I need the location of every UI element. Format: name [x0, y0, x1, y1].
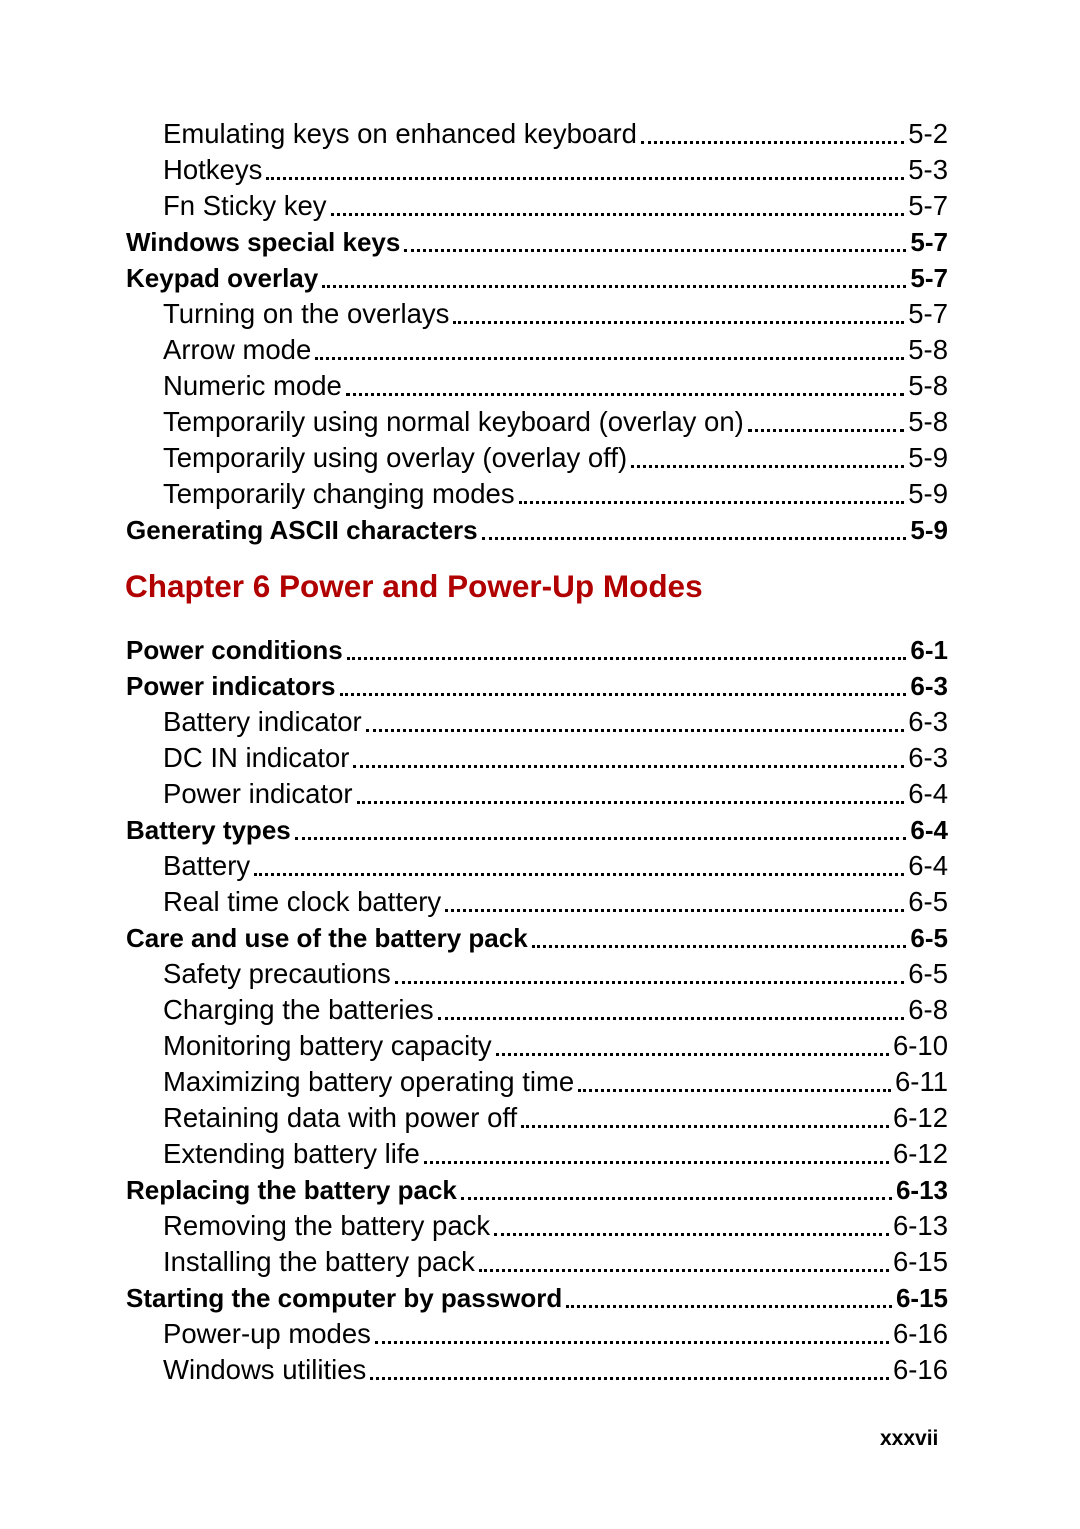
- toc-entry: [163, 704, 948, 740]
- dot-leader: [496, 1025, 889, 1056]
- toc-entry-page: 6-3: [908, 742, 948, 773]
- dot-leader: [578, 1061, 891, 1092]
- toc-entry-page: 5-7: [908, 298, 948, 329]
- toc-entry-page: 5-9: [910, 515, 948, 545]
- dot-leader: [424, 1133, 889, 1164]
- dot-leader: [375, 1313, 889, 1344]
- dot-leader: [631, 437, 904, 468]
- dot-leader: [445, 881, 904, 912]
- dot-leader: [315, 329, 904, 360]
- dot-leader: [453, 293, 904, 324]
- toc-entry-page: 5-9: [908, 442, 948, 473]
- dot-leader: [347, 629, 907, 660]
- toc-entry: [163, 1208, 948, 1244]
- toc-entry: [126, 1280, 948, 1316]
- dot-leader: [353, 737, 904, 768]
- dot-leader: [266, 149, 904, 180]
- toc-entry-page: 6-5: [908, 886, 948, 917]
- dot-leader: [521, 1097, 889, 1128]
- dot-leader: [357, 773, 905, 804]
- toc-entry: [163, 188, 948, 224]
- dot-leader: [532, 917, 907, 948]
- toc-entry-title: Installing the battery pack: [163, 1246, 475, 1277]
- toc-entry-title: Power-up modes: [163, 1318, 371, 1349]
- toc-entry: [126, 812, 948, 848]
- toc-entry: [126, 224, 948, 260]
- toc-entry-title: Windows utilities: [163, 1354, 367, 1385]
- toc-entry-page: 6-10: [892, 1030, 948, 1061]
- toc-entry-page: 6-16: [892, 1318, 948, 1349]
- dot-leader: [438, 989, 905, 1020]
- toc-entry-page: 5-8: [908, 334, 948, 365]
- dot-leader: [254, 845, 904, 876]
- toc-entry-title: Turning on the overlays: [163, 298, 450, 329]
- toc-entry-title: Removing the battery pack: [163, 1210, 491, 1241]
- toc-entry-page: 6-8: [908, 994, 948, 1025]
- toc-entry-page: 5-7: [910, 263, 948, 293]
- toc-entry-page: 5-7: [908, 190, 948, 221]
- toc-entry-page: 5-3: [908, 154, 948, 185]
- toc-entry: [163, 152, 948, 188]
- dot-leader: [479, 1241, 889, 1272]
- toc-entry-title: Extending battery life: [163, 1138, 420, 1169]
- toc-entry: [163, 1028, 948, 1064]
- toc-entry-page: 5-2: [908, 118, 948, 149]
- dot-leader: [370, 1349, 889, 1380]
- toc-entry: [126, 668, 948, 704]
- dot-leader: [331, 185, 905, 216]
- toc-entry: [126, 632, 948, 668]
- toc-entry-title: Temporarily using overlay (overlay off): [163, 442, 628, 473]
- toc-entry-title: Battery indicator: [163, 706, 362, 737]
- toc-entry-title: Windows special keys: [126, 227, 401, 257]
- toc-entry: [163, 116, 948, 152]
- toc-entry-page: 6-4: [908, 850, 948, 881]
- dot-leader: [295, 809, 907, 840]
- toc-entry-title: Hotkeys: [163, 154, 263, 185]
- toc-entry: [163, 1064, 948, 1100]
- dot-leader: [482, 509, 907, 540]
- toc-entry: [163, 1244, 948, 1280]
- toc-entry-page: 6-13: [895, 1175, 948, 1205]
- dot-leader: [346, 365, 904, 396]
- toc-entry-page: 5-9: [908, 478, 948, 509]
- toc-entry: [163, 332, 948, 368]
- dot-leader: [404, 221, 906, 252]
- toc-entry-title: Battery types: [126, 815, 291, 845]
- toc-entry-title: Generating ASCII characters: [126, 515, 478, 545]
- toc-entry-page: 6-4: [908, 778, 948, 809]
- toc-entry-page: 6-11: [895, 1066, 948, 1097]
- dot-leader: [494, 1205, 889, 1236]
- toc-entry-page: 6-5: [908, 958, 948, 989]
- toc-entry-page: 6-12: [892, 1102, 948, 1133]
- toc-entry: [163, 440, 948, 476]
- toc-entry-page: 6-12: [892, 1138, 948, 1169]
- toc-entry-title: Power indicator: [163, 778, 353, 809]
- toc-entry-page: 6-3: [910, 671, 948, 701]
- dot-leader: [641, 113, 904, 144]
- chapter-heading: Chapter 6 Power and Power-Up Modes: [125, 568, 703, 604]
- toc-entry: [126, 1172, 948, 1208]
- toc-entry-title: Arrow mode: [163, 334, 312, 365]
- toc-entry-title: Fn Sticky key: [163, 190, 327, 221]
- toc-entry-title: Replacing the battery pack: [126, 1175, 457, 1205]
- toc-entry-title: Maximizing battery operating time: [163, 1066, 575, 1097]
- toc-entry: [163, 476, 948, 512]
- toc-entry-title: Starting the computer by password: [126, 1283, 563, 1313]
- toc-entry: [163, 368, 948, 404]
- toc-entry-title: Power conditions: [126, 635, 343, 665]
- toc-entry-title: Care and use of the battery pack: [126, 923, 528, 953]
- dot-leader: [395, 953, 904, 984]
- toc-entry-title: Numeric mode: [163, 370, 342, 401]
- toc-entry-title: Charging the batteries: [163, 994, 434, 1025]
- toc-entry-page: 6-15: [895, 1283, 948, 1313]
- toc-entry: [163, 776, 948, 812]
- toc-entry-page: 6-13: [892, 1210, 948, 1241]
- dot-leader: [748, 401, 904, 432]
- dot-leader: [519, 473, 905, 504]
- dot-leader: [340, 665, 907, 696]
- toc-entry-title: Battery: [163, 850, 251, 881]
- toc-entry-page: 5-8: [908, 370, 948, 401]
- toc-entry: [163, 848, 948, 884]
- toc-entry: [163, 884, 948, 920]
- toc-entry-page: 6-3: [908, 706, 948, 737]
- toc-entry: [163, 1136, 948, 1172]
- toc-entry: [126, 920, 948, 956]
- toc-entry-page: 6-15: [892, 1246, 948, 1277]
- toc-entry: [126, 512, 948, 548]
- dot-leader: [461, 1169, 892, 1200]
- dot-leader: [366, 701, 905, 732]
- toc-entry-page: 5-7: [910, 227, 948, 257]
- toc-entry-page: 6-1: [910, 635, 948, 665]
- page-number: xxxvii: [880, 1427, 939, 1450]
- toc-entry-page: 6-4: [910, 815, 948, 845]
- toc-entry: [163, 404, 948, 440]
- toc-entry-title: Safety precautions: [163, 958, 391, 989]
- toc-entry: [163, 992, 948, 1028]
- toc-entry-title: DC IN indicator: [163, 742, 350, 773]
- toc-entry-title: Temporarily changing modes: [163, 478, 515, 509]
- dot-leader: [322, 257, 906, 288]
- toc-entry-title: Keypad overlay: [126, 263, 319, 293]
- toc-entry-title: Real time clock battery: [163, 886, 442, 917]
- toc-entry: [126, 260, 948, 296]
- toc-entry-page: 6-16: [892, 1354, 948, 1385]
- toc-entry-page: 5-8: [908, 406, 948, 437]
- toc-entry-page: 6-5: [910, 923, 948, 953]
- toc-entry: [163, 1316, 948, 1352]
- toc-entry-title: Emulating keys on enhanced keyboard: [163, 118, 637, 149]
- toc-entry-title: Temporarily using normal keyboard (overlay on): [163, 406, 744, 437]
- toc-entry-title: Monitoring battery capacity: [163, 1030, 492, 1061]
- toc-entry: [163, 740, 948, 776]
- dot-leader: [566, 1277, 892, 1308]
- toc-entry: [163, 1352, 948, 1388]
- toc-entry: [163, 956, 948, 992]
- toc-entry: [163, 1100, 948, 1136]
- toc-entry-title: Retaining data with power off: [163, 1102, 518, 1133]
- toc-entry: [163, 296, 948, 332]
- toc-entry-title: Power indicators: [126, 671, 336, 701]
